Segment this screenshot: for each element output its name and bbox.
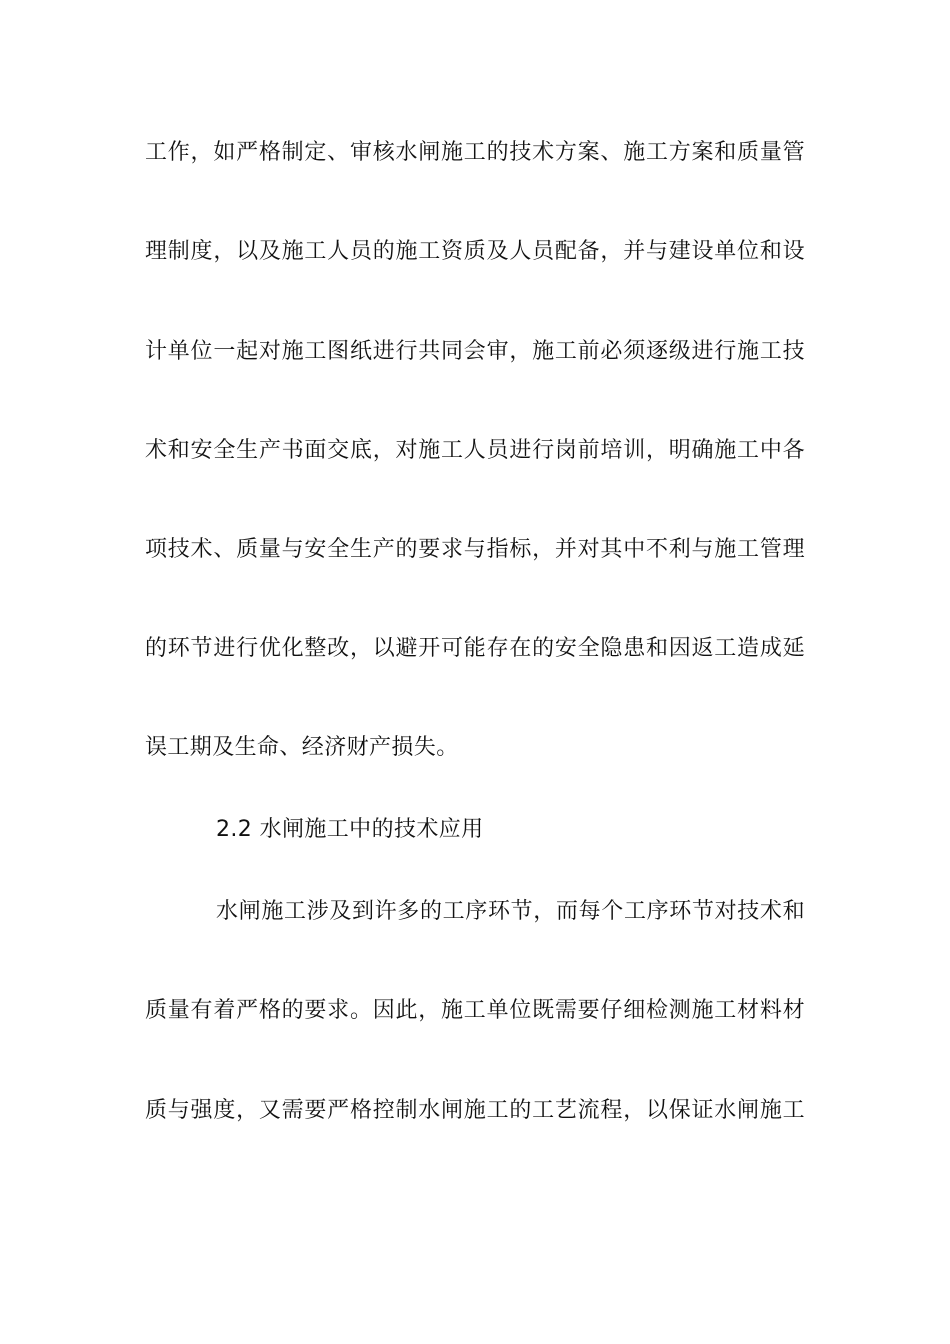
paragraph1-line-7: 误工期及生命、经济财产损失。: [145, 735, 459, 760]
paragraph1-line-4: 术和安全生产书面交底，对施工人员进行岗前培训，明确施工中各: [145, 438, 805, 463]
paragraph2-line-2: 质量有着严格的要求。因此，施工单位既需要仔细检测施工材料材: [145, 998, 805, 1023]
paragraph1-line-5: 项技术、质量与安全生产的要求与指标，并对其中不利与施工管理: [145, 537, 805, 562]
paragraph2-line-3: 质与强度，又需要严格控制水闸施工的工艺流程，以保证水闸施工: [145, 1098, 805, 1123]
paragraph1-line-6: 的环节进行优化整改，以避开可能存在的安全隐患和因返工造成延: [145, 636, 805, 661]
paragraph1-line-1: 工作，如严格制定、审核水闸施工的技术方案、施工方案和质量管: [145, 140, 805, 165]
paragraph2-line-1: 水闸施工涉及到许多的工序环节，而每个工序环节对技术和: [216, 899, 805, 924]
paragraph1-line-2: 理制度，以及施工人员的施工资质及人员配备，并与建设单位和设: [145, 239, 805, 264]
section-heading: 2.2 水闸施工中的技术应用: [216, 817, 484, 842]
paragraph1-line-3: 计单位一起对施工图纸进行共同会审，施工前必须逐级进行施工技: [145, 339, 805, 364]
